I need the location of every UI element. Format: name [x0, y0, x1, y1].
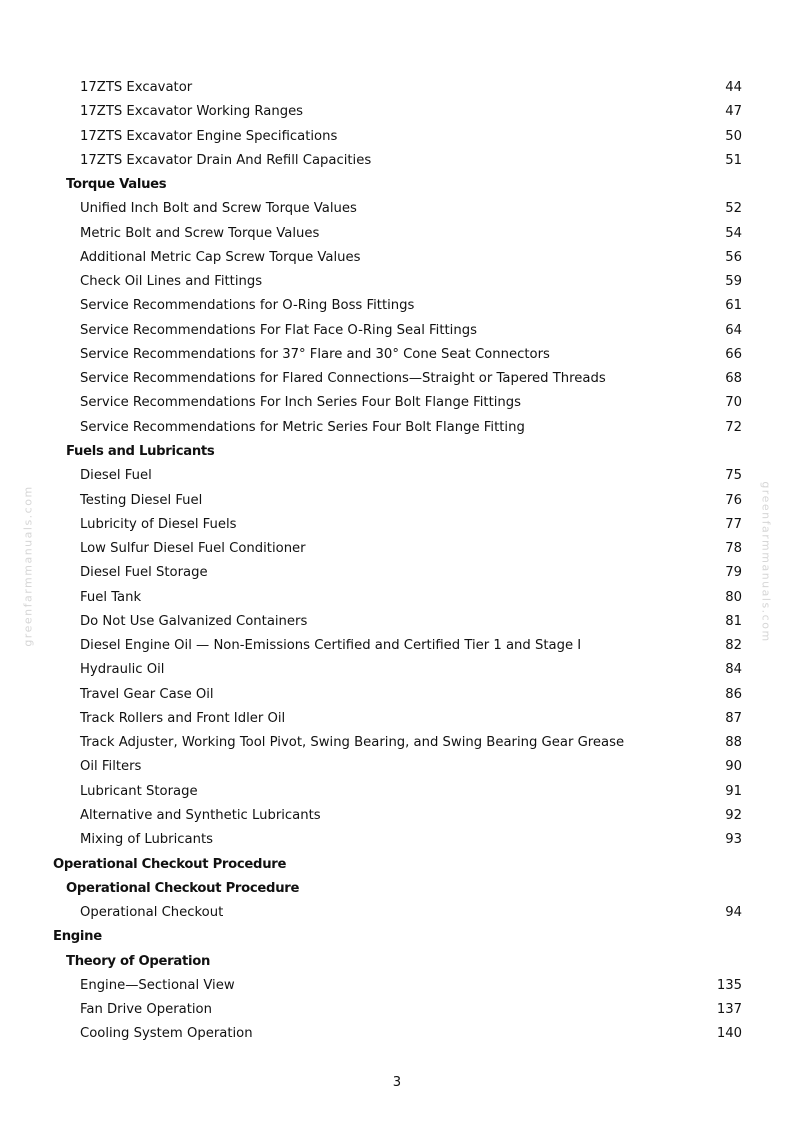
toc-entry-page-number: 47: [725, 104, 742, 120]
toc-entry[interactable]: [0, 222, 794, 246]
toc-entry-title: Metric Bolt and Screw Torque Values: [80, 225, 320, 241]
toc-entry[interactable]: [0, 343, 794, 367]
toc-entry-title: Engine—Sectional View: [80, 977, 235, 993]
toc-entry-title: Torque Values: [66, 177, 167, 193]
watermark-left: greenfarmmanuals.com: [21, 485, 35, 647]
toc-entry[interactable]: [0, 319, 794, 343]
toc-entry[interactable]: [0, 731, 794, 755]
table-of-contents: [0, 76, 794, 1047]
toc-entry-page-number: 86: [725, 686, 742, 702]
toc-entry-page-number: 88: [725, 735, 742, 751]
toc-entry-title: 17ZTS Excavator Engine Specifications: [80, 128, 338, 144]
toc-entry[interactable]: [0, 149, 794, 173]
toc-entry-title: Unified Inch Bolt and Screw Torque Values: [80, 201, 357, 217]
toc-entry[interactable]: [0, 125, 794, 149]
toc-entry-page-number: 140: [716, 1026, 742, 1042]
toc-entry-title: Track Rollers and Front Idler Oil: [80, 710, 286, 726]
toc-entry[interactable]: [0, 683, 794, 707]
toc-entry-page-number: 44: [725, 80, 742, 95]
toc-entry-page-number: 135: [716, 977, 742, 993]
toc-entry-title: Low Sulfur Diesel Fuel Conditioner: [80, 541, 306, 557]
toc-entry-title: Fuel Tank: [80, 589, 142, 605]
toc-entry-title: Lubricant Storage: [80, 783, 198, 799]
toc-entry-title: Additional Metric Cap Screw Torque Values: [80, 249, 361, 265]
toc-entry[interactable]: [0, 707, 794, 731]
toc-entry[interactable]: [0, 901, 794, 925]
toc-entry-page-number: 87: [725, 710, 742, 726]
toc-entry-page-number: 54: [725, 225, 742, 241]
toc-entry-page-number: 70: [725, 395, 742, 411]
toc-entry-page-number: 64: [725, 322, 742, 338]
toc-entry-page-number: 84: [725, 662, 742, 678]
toc-entry-title: Service Recommendations for 37° Flare and 30° Cone Seat Connectors: [80, 346, 550, 362]
toc-entry[interactable]: [0, 270, 794, 294]
toc-entry-title: Check Oil Lines and Fittings: [80, 274, 263, 290]
toc-entry-title: Operational Checkout: [80, 905, 224, 921]
toc-entry-title: Cooling System Operation: [80, 1026, 253, 1042]
toc-entry-title: Theory of Operation: [66, 953, 211, 969]
toc-entry[interactable]: [0, 658, 794, 682]
toc-entry-title: Diesel Fuel Storage: [80, 565, 208, 581]
toc-entry-title: Mixing of Lubricants: [80, 832, 213, 848]
toc-entry-title: Travel Gear Case Oil: [80, 686, 214, 702]
toc-entry-page-number: 61: [725, 298, 742, 314]
toc-entry-page-number: 94: [725, 905, 742, 921]
toc-entry[interactable]: [0, 513, 794, 537]
toc-entry-title: Fuels and Lubricants: [66, 443, 215, 459]
toc-entry[interactable]: [0, 367, 794, 391]
toc-entry-title: Operational Checkout Procedure: [66, 880, 300, 896]
toc-entry-title: Service Recommendations for O-Ring Boss Fittings: [80, 298, 415, 314]
toc-chapter-heading[interactable]: [0, 925, 794, 949]
toc-entry-title: Testing Diesel Fuel: [80, 492, 203, 508]
toc-entry-title: 17ZTS Excavator Working Ranges: [80, 104, 304, 120]
toc-entry-title: Track Adjuster, Working Tool Pivot, Swing Bearing, and Swing Bearing Gear Grease: [80, 735, 625, 751]
toc-section-heading[interactable]: [0, 950, 794, 974]
toc-entry-page-number: 78: [725, 541, 742, 557]
toc-entry[interactable]: [0, 586, 794, 610]
toc-entry[interactable]: [0, 610, 794, 634]
toc-entry[interactable]: [0, 974, 794, 998]
toc-entry-page-number: 75: [725, 468, 742, 484]
toc-entry-page-number: 81: [725, 613, 742, 629]
toc-entry[interactable]: [0, 634, 794, 658]
toc-entry[interactable]: [0, 561, 794, 585]
toc-entry-title: Engine: [53, 929, 102, 945]
toc-entry-page-number: 66: [725, 346, 742, 362]
toc-section-heading[interactable]: [0, 173, 794, 197]
toc-entry-title: Service Recommendations For Inch Series Four Bolt Flange Fittings: [80, 395, 522, 411]
toc-section-heading[interactable]: [0, 877, 794, 901]
toc-entry-page-number: 92: [725, 807, 742, 823]
toc-entry-title: Diesel Fuel: [80, 468, 152, 484]
toc-entry-title: Diesel Engine Oil — Non-Emissions Certified and Certified Tier 1 and Stage I: [80, 638, 582, 654]
toc-entry-title: 17ZTS Excavator: [80, 80, 193, 95]
toc-entry[interactable]: [0, 391, 794, 415]
toc-entry-title: Service Recommendations for Metric Series Four Bolt Flange Fitting: [80, 419, 525, 435]
toc-entry-page-number: 72: [725, 419, 742, 435]
toc-entry-page-number: 51: [725, 152, 742, 168]
toc-entry-page-number: 79: [725, 565, 742, 581]
toc-entry[interactable]: [0, 537, 794, 561]
toc-entry[interactable]: [0, 828, 794, 852]
toc-entry[interactable]: [0, 464, 794, 488]
toc-entry[interactable]: [0, 755, 794, 779]
toc-entry-page-number: 77: [725, 516, 742, 532]
toc-entry-page-number: 93: [725, 832, 742, 848]
toc-entry-title: Fan Drive Operation: [80, 1002, 212, 1018]
toc-entry-page-number: 76: [725, 492, 742, 508]
toc-entry[interactable]: [0, 804, 794, 828]
toc-entry-title: Alternative and Synthetic Lubricants: [80, 807, 321, 823]
toc-entry-page-number: 68: [725, 371, 742, 387]
toc-chapter-heading[interactable]: [0, 853, 794, 877]
toc-entry[interactable]: [0, 197, 794, 221]
toc-entry[interactable]: [0, 76, 794, 100]
watermark-right: greenfarmmanuals.com: [759, 481, 773, 643]
toc-entry-title: Lubricity of Diesel Fuels: [80, 516, 237, 532]
toc-entry-title: Oil Filters: [80, 759, 142, 775]
toc-entry-title: Operational Checkout Procedure: [53, 856, 287, 872]
toc-entry-page-number: 52: [725, 201, 742, 217]
toc-entry-title: 17ZTS Excavator Drain And Refill Capacities: [80, 152, 372, 168]
toc-entry-page-number: 80: [725, 589, 742, 605]
page-number: 3: [392, 1075, 402, 1090]
toc-entry-page-number: 50: [725, 128, 742, 144]
toc-entry-page-number: 82: [725, 638, 742, 654]
toc-entry[interactable]: [0, 246, 794, 270]
toc-entry[interactable]: [0, 489, 794, 513]
toc-entry-title: Do Not Use Galvanized Containers: [80, 613, 308, 629]
toc-entry-page-number: 91: [725, 783, 742, 799]
toc-entry-page-number: 56: [725, 249, 742, 265]
toc-entry-title: Service Recommendations For Flat Face O-Ring Seal Fittings: [80, 322, 477, 338]
toc-entry[interactable]: [0, 100, 794, 124]
toc-entry[interactable]: [0, 998, 794, 1022]
toc-entry-title: Hydraulic Oil: [80, 662, 165, 678]
toc-entry[interactable]: [0, 1022, 794, 1046]
toc-entry[interactable]: [0, 416, 794, 440]
toc-section-heading[interactable]: [0, 440, 794, 464]
toc-entry[interactable]: [0, 294, 794, 318]
toc-entry-page-number: 59: [725, 274, 742, 290]
toc-entry-page-number: 137: [716, 1002, 742, 1018]
toc-entry-page-number: 90: [725, 759, 742, 775]
toc-entry[interactable]: [0, 780, 794, 804]
toc-entry-title: Service Recommendations for Flared Connections—Straight or Tapered Threads: [80, 371, 606, 387]
